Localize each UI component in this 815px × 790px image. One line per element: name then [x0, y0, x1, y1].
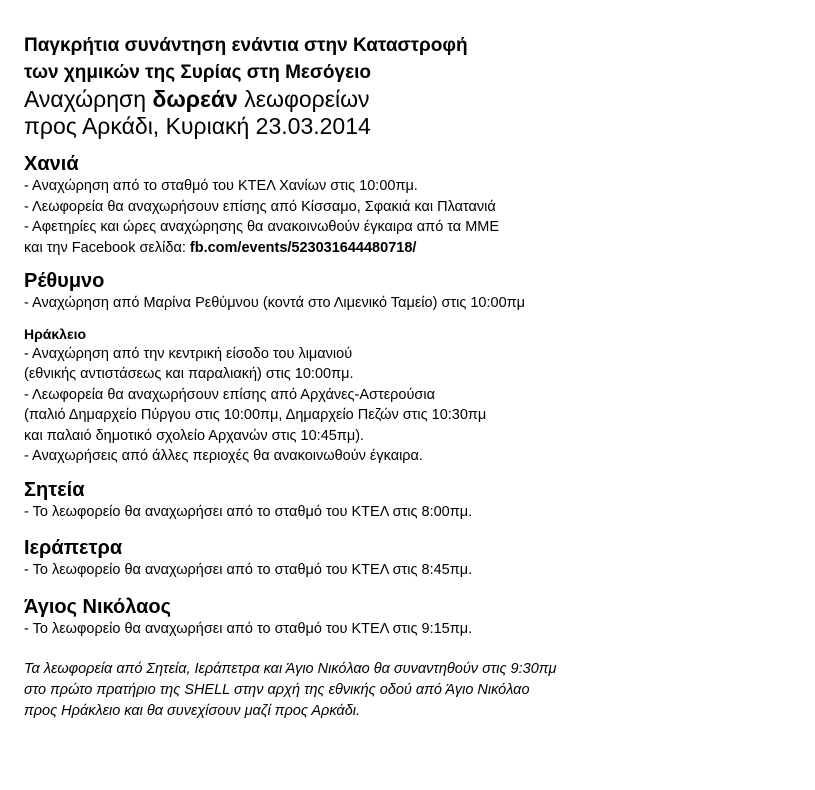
section-line: - Αναχώρηση από την κεντρική είσοδο του λιμανιού — [24, 345, 353, 362]
section-line: - Το λεωφορείο θα αναχωρήσει από το σταθμό του ΚΤΕΛ στις 8:00πμ. — [24, 503, 473, 520]
footer-line: Τα λεωφορεία από Σητεία, Ιεράπετρα και Άγιο Νικόλαο θα συναντηθούν στις 9:30πμ — [24, 661, 557, 677]
header-subtitle-line-1 — [24, 86, 804, 113]
footer-note — [24, 659, 804, 722]
section-line: - Αναχωρήσεις από άλλες περιοχές θα ανακοινωθούν έγκαιρα. — [24, 448, 423, 464]
section-heraklion — [24, 324, 804, 467]
facebook-text: και την Facebook σελίδα: — [24, 239, 190, 256]
footer-line: στο πρώτο πρατήριο της SHELL στην αρχή της εθνικής οδού από Άγιο Νικόλαο — [24, 682, 530, 698]
section-line: και παλαιό δημοτικό σχολείο Αρχανών στις 10:45πμ). — [24, 427, 365, 444]
section-chania — [24, 152, 804, 258]
header-title-line-2: των χημικών της Συρίας στη Μεσόγειο — [24, 62, 372, 83]
section-line: - Αναχώρηση από Μαρίνα Ρεθύμνου (κοντά στο Λιμενικό Ταμείο) στις 10:00πμ — [24, 295, 526, 311]
section-ierapetra — [24, 536, 804, 581]
section-line: - Αναχώρηση από το σταθμό του ΚΤΕΛ Χανίων στις 10:00πμ. — [24, 178, 418, 194]
footer-line: προς Ηράκλειο και θα συνεχίσουν μαζί προς Αρκάδι. — [24, 703, 361, 719]
section-title-chania: Χανιά — [24, 153, 79, 175]
section-line: - Λεωφορεία θα αναχωρήσουν επίσης από Αρχάνες-Αστερούσια — [24, 386, 435, 403]
section-line: - Λεωφορεία θα αναχωρήσουν επίσης από Κίσσαμο, Σφακιά και Πλατανιά — [24, 198, 496, 215]
subtitle-text-post: λεωφορείων — [237, 86, 370, 112]
section-title-ierapetra: Ιεράπετρα — [24, 537, 123, 559]
section-line: (εθνικής αντιστάσεως και παραλιακή) στις 10:00πμ. — [24, 366, 354, 382]
section-title-rethymno: Ρέθυμνο — [24, 270, 105, 292]
section-siteia — [24, 478, 804, 523]
section-title-siteia: Σητεία — [24, 478, 85, 501]
section-agios-nikolaos — [24, 595, 804, 640]
section-title-agios-nikolaos: Άγιος Νικόλαος — [24, 595, 172, 618]
subtitle-text-pre: Αναχώρηση — [24, 86, 153, 112]
section-rethymno — [24, 269, 804, 314]
subtitle-text-bold: δωρεάν — [152, 86, 238, 112]
section-line: - Αφετηρίες και ώρες αναχώρησης θα ανακοινωθούν έγκαιρα από τα ΜΜΕ — [24, 219, 500, 235]
section-title-heraklion: Ηράκλειο — [24, 325, 87, 342]
header-title-line-1: Παγκρήτια συνάντηση ενάντια στην Καταστροφή — [24, 35, 468, 56]
facebook-event-link[interactable]: fb.com/events/523031644480718/ — [189, 239, 417, 256]
section-line — [24, 238, 804, 259]
document-page — [24, 32, 804, 722]
header-subtitle-line-2: προς Αρκάδι, Κυριακή 23.03.2014 — [24, 113, 371, 139]
section-line: - Το λεωφορείο θα αναχωρήσει από το σταθμό του ΚΤΕΛ στις 9:15πμ. — [24, 620, 473, 637]
section-line: (παλιό Δημαρχείο Πύργου στις 10:00πμ, Δημαρχείο Πεζών στις 10:30πμ — [24, 407, 487, 423]
section-line: - Το λεωφορείο θα αναχωρήσει από το σταθμό του ΚΤΕΛ στις 8:45πμ. — [24, 562, 473, 578]
header — [24, 32, 804, 140]
